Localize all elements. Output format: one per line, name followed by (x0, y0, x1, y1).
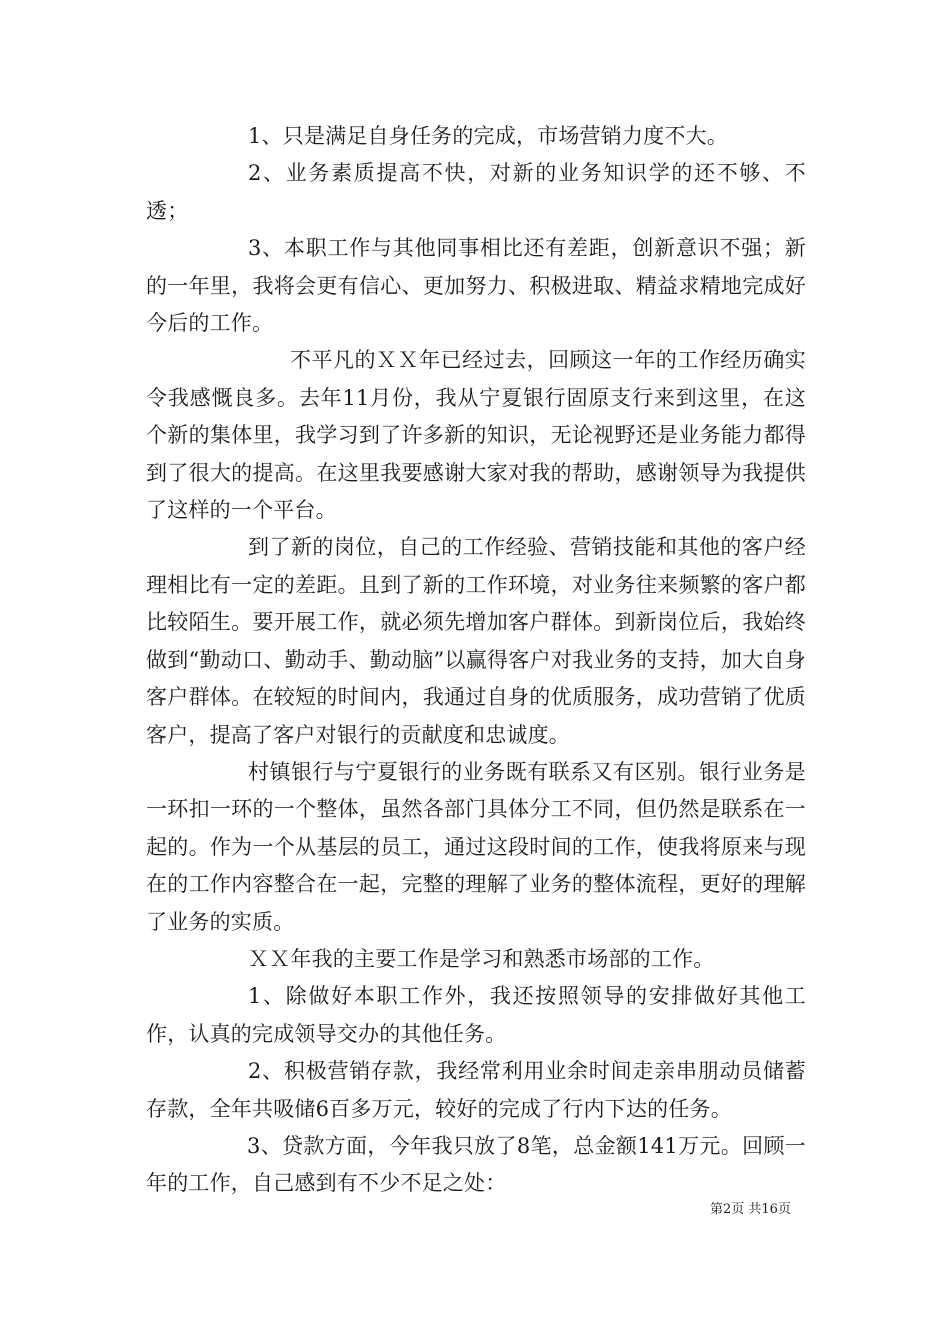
paragraph: 2、业务素质提高不快，对新的业务知识学的还不够、不透； (146, 161, 806, 223)
paragraph: 村镇银行与宁夏银行的业务既有联系又有区别。银行业务是一环扣一环的一个整体，虽然各部门具体分工不同，但仍然是联系在一起的。作为一个从基层的员工，通过这段时间的工作，使我将原来与现在的工作内容整合在一起，完整的理解了业务的整体流程，更好的理解了业务的实质。 (146, 759, 806, 934)
paragraph: ＸＸ年我的主要工作是学习和熟悉市场部的工作。 (248, 946, 715, 971)
paragraph: 3、本职工作与其他同事相比还有差距，创新意识不强；新的一年里，我将会更有信心、更加努力、积极进取、精益求精地完成好今后的工作。 (146, 236, 806, 336)
paragraph: 1、只是满足自身任务的完成，市场营销力度不大。 (248, 124, 728, 148)
paragraph: 到了新的岗位，自己的工作经验、营销技能和其他的客户经理相比有一定的差距。且到了新的工作环境，对业务往来频繁的客户都比较陌生。要开展工作，就必须先增加客户群体。到新岗位后，我始终做到“勤动口、勤动手、勤动脑”以赢得客户对我业务的支持，加大自身客户群体。在较短的时间内，我通过自身的优质服务，成功营销了优质客户，提高了客户对银行的贡献度和忠诚度。 (146, 535, 806, 747)
paragraph: 不平凡的ＸＸ年已经过去，回顾这一年的工作经历确实令我感慨良多。去年11月份，我从宁夏银行固原支行来到这里，在这个新的集体里，我学习到了许多新的知识，无论视野还是业务能力都得到了很大的提高。在这里我要感谢大家对我的帮助，感谢领导为我提供了这样的一个平台。 (146, 348, 806, 523)
paragraph: 1、除做好本职工作外，我还按照领导的安排做好其他工作，认真的完成领导交办的其他任务。 (146, 984, 806, 1046)
paragraph: 3、贷款方面，今年我只放了8笔，总金额141万元。回顾一年的工作，自己感到有不少不足之处： (146, 1133, 806, 1196)
document-body (146, 118, 806, 1203)
paragraph: 2、积极营销存款，我经常利用业余时间走亲串朋动员储蓄存款，全年共吸储6百多万元，较好的完成了行内下达的任务。 (146, 1059, 806, 1121)
page-number-footer: 第2页 共16页 (710, 1202, 791, 1217)
